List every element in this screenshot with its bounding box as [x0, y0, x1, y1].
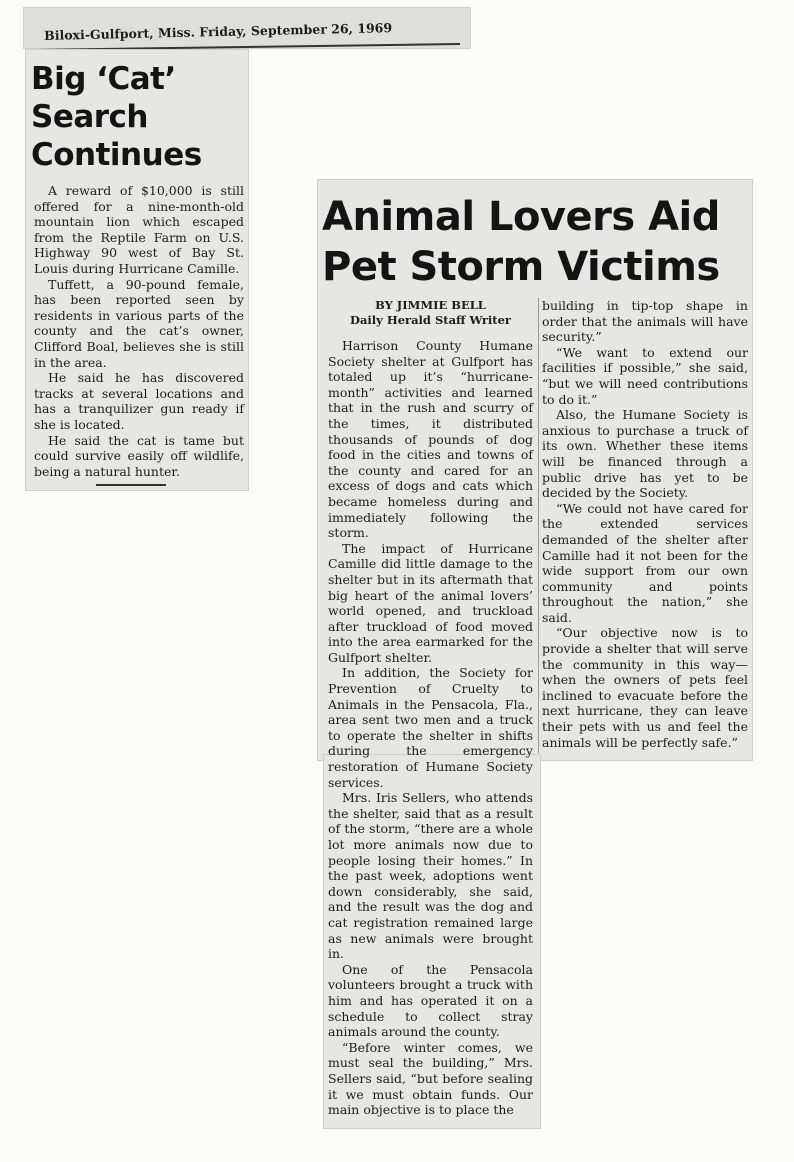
article-big-cat — [26, 50, 248, 490]
dateline: Biloxi-Gulfport, Miss. Friday, September 26, 1969 — [44, 20, 393, 43]
big-cat-headline-line-3: Continues — [31, 137, 202, 173]
animal-lovers-column-1-body — [328, 338, 533, 1118]
article-paragraph: One of the Pensacola volunteers brought a truck with him and has operated it on a schedule to collect stray animals around the county. — [328, 961, 533, 1040]
animal-lovers-column-1 — [328, 298, 533, 1118]
big-cat-paragraph: A reward of $10,000 is still offered for a nine-month-old mountain lion which escaped from the Reptile Farm on U.S. Highway 90 west of Bay St. Louis during Hurricane Camille. — [34, 183, 244, 276]
animal-lovers-column-2 — [542, 298, 748, 750]
big-cat-paragraph: He said the cat is tame but could survive easily off wildlife, being a natural hunter. — [34, 432, 244, 479]
article-paragraph: Mrs. Iris Sellers, who attends the shelter, said that as a result of the storm, “there are a whole lot more animals now due to people losing their homes.” In the past week, adoptions went down considerably, she said, and the result was the dog and cat registration remained large as new animals were brought in. — [328, 790, 533, 962]
column-divider — [538, 298, 539, 753]
big-cat-end-rule — [96, 484, 166, 486]
animal-lovers-headline — [322, 192, 750, 292]
article-paragraph: building in tip-top shape in order that the animals will have security.” — [542, 298, 748, 345]
big-cat-headline-line-1: Big ‘Cat’ — [31, 61, 176, 97]
big-cat-paragraph: Tuffett, a 90-pound female, has been reported seen by residents in various parts of the county and the cat’s owner, Clifford Boal, believes she is still in the area. — [34, 276, 244, 370]
big-cat-headline-line-2: Search — [31, 99, 149, 135]
byline: BY JIMMIE BELL — [375, 298, 486, 312]
animal-lovers-headline-line-1: Animal Lovers Aid — [322, 194, 720, 240]
article-paragraph: “Our objective now is to provide a shelter that will serve the community in this way—when the owners of pets feel inclined to evacuate before the next hurricane, they can leave their pets with us and feel the animals will be perfectly safe.” — [542, 625, 748, 750]
byline-title: Daily Herald Staff Writer — [350, 313, 511, 327]
article-paragraph: “We could not have cared for the extended services demanded of the shelter after Camille had it not been for the wide support from our own community and points throughout the nation,” she said. — [542, 500, 748, 625]
article-paragraph: “We want to extend our facilities if possible,” she said, “but we will need contributions to do it.” — [542, 344, 748, 407]
article-paragraph: Harrison County Humane Society shelter at Gulfport has totaled up it’s “hurricane-month” activities and learned that in the rush and scurry of the times, it distributed thousands of pounds of dog food in the cities and towns of the county and cared for an excess of dogs and cats which became homeless during and immediately following the storm. — [328, 338, 533, 541]
masthead-clipping — [24, 8, 470, 48]
animal-lovers-headline-line-2: Pet Storm Victims — [322, 244, 720, 290]
big-cat-headline — [31, 60, 202, 174]
article-paragraph: “Before winter comes, we must seal the building,” Mrs. Sellers said, “but before sealing it we must obtain funds. Our main objective is to place the — [328, 1039, 533, 1118]
article-paragraph: The impact of Hurricane Camille did little damage to the shelter but in its aftermath that big heart of the animal lovers’ world opened, and truckload after truckload of food moved into the area earmarked for the Gulfport shelter. — [328, 540, 533, 665]
article-paragraph: In addition, the Society for Prevention of Cruelty to Animals in the Pensacola, Fla., area sent two men and a truck to operate the shelter in shifts during the emergency restoration of Humane Society services. — [328, 665, 533, 790]
big-cat-paragraph: He said he has discovered tracks at several locations and has a tranquilizer gun ready if she is located. — [34, 370, 244, 432]
article-paragraph: Also, the Humane Society is anxious to purchase a truck of its own. Whether these items will be financed through a public drive has yet to be decided by the Society. — [542, 407, 748, 501]
big-cat-body — [34, 183, 244, 479]
